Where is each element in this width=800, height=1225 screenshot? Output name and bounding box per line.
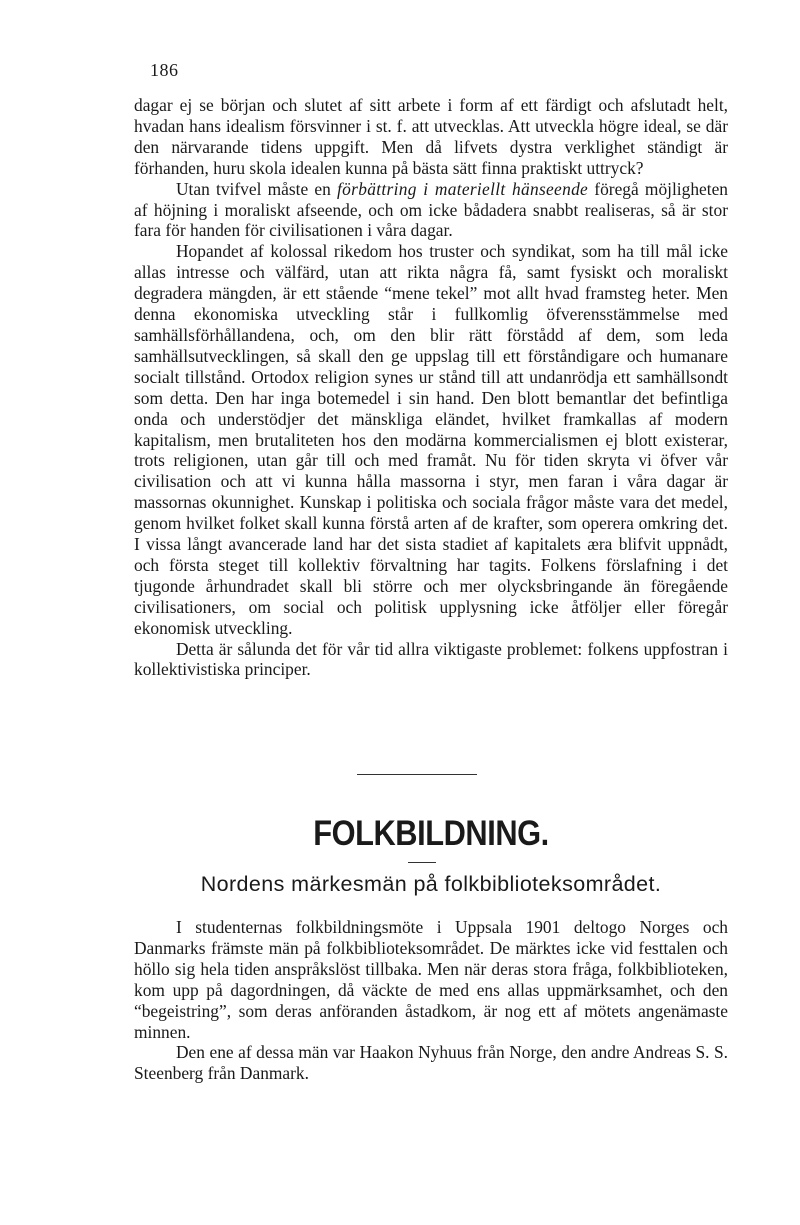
text-run: Detta är sålunda det för vår tid allra viktigaste problemet: folkens uppfostran i kollektivistiska principer. <box>134 638 728 680</box>
section-paragraph: I studenternas folkbildningsmöte i Uppsala 1901 deltogo Norges och Danmarks främste män på folkbiblioteksområdet. De märktes icke vid festtalen och höllo sig hela tiden anspråkslöst tillbaka. Men när deras stora fråga, folkbiblioteken, kom upp på dagordningen, då väckte de med ens allas uppmärksamhet, och den “begeistring”, som deras anföranden åstadkom, är nog ett af mötets angenämaste minnen. <box>134 917 728 1042</box>
body-text <box>134 95 728 680</box>
text-run: dagar ej se början och slutet af sitt arbete i form af ett färdigt och afslutadt helt, hvadan hans idealism försvinner i st. f. att utvecklas. Att utveckla högre ideal, se där den närvarande tidens uppgift. Men då lifvets dystra verklighet ständigt är förhanden, huru skola idealen kunna på bästa sätt finna praktiskt uttryck? <box>134 95 728 178</box>
section-subtitle: Nordens märkesmän på folkbiblioteksområdet. <box>200 872 662 896</box>
paragraph <box>134 179 728 242</box>
paragraph <box>134 241 728 638</box>
page-number: 186 <box>150 60 179 80</box>
section-body-text <box>134 917 728 1084</box>
paragraph <box>134 95 728 179</box>
italic-phrase: förbättring i materiellt hänseende <box>337 178 589 199</box>
text-run: Hopandet af kolossal rikedom hos truster och syndikat, som ha till mål icke allas intresse och välfärd, utan att rikta några få, samt fysiskt och moraliskt degradera mängden, är ett stående “mene tekel” mot allt hvad framsteg heter. Men denna ekonomiska utveckling står i fullkomlig öfverensstämmelse med samhällsförhållandena, och, om den blir rätt förstådd af dem, som leda samhällsutvecklingen, så skall den ge uppslag till ett förståndigare och humanare socialt tillstånd. Ortodox religion synes ur stånd till att undanrödja ett samhällsondt som detta. Den har inga botemedel i sin hand. Den blott bemantlar det befintliga onda och understödjer det mänskliga eländet, hvilket framkallas af modern kapitalism, men brutaliteten hos den modärna kommercialismen ej blott existerar, trots religionen, utan går till och med framåt. Nu för tiden skryta vi öfver vår civilisation och att vi kunna hålla massorna i styr, men faran i våra dagar är massornas okunnighet. Kunskap i politiska och sociala frågor måste vara det medel, genom hvilket folket skall kunna förstå arten af de krafter, som operera omkring det. I vissa långt avancerade land har det sista stadiet af kapitalets æra blifvit uppnådt, och första steget till kollektiv förvaltning har tagits. Folkens förslafning i det tjugonde århundradet skall bli större och mer olycksbringande än föregående civilisationers, om social och politisk upplysning icke åtföljer eller föregår ekonomisk utveckling. <box>134 241 728 638</box>
text-run: föregå möjligheten af höjning i moraliskt afseende, och om icke bådadera snabbt realiseras, så är stor fara för handen för civilisationen i våra dagar. <box>134 178 728 241</box>
paragraph <box>134 639 728 681</box>
title-rule <box>408 862 436 863</box>
section-title: FOLKBILDNING. <box>313 814 549 853</box>
separator-line <box>357 774 477 775</box>
text-run: Utan tvifvel måste en <box>176 178 338 199</box>
section-paragraph: Den ene af dessa män var Haakon Nyhuus från Norge, den andre Andreas S. S. Steenberg från Danmark. <box>134 1042 728 1084</box>
